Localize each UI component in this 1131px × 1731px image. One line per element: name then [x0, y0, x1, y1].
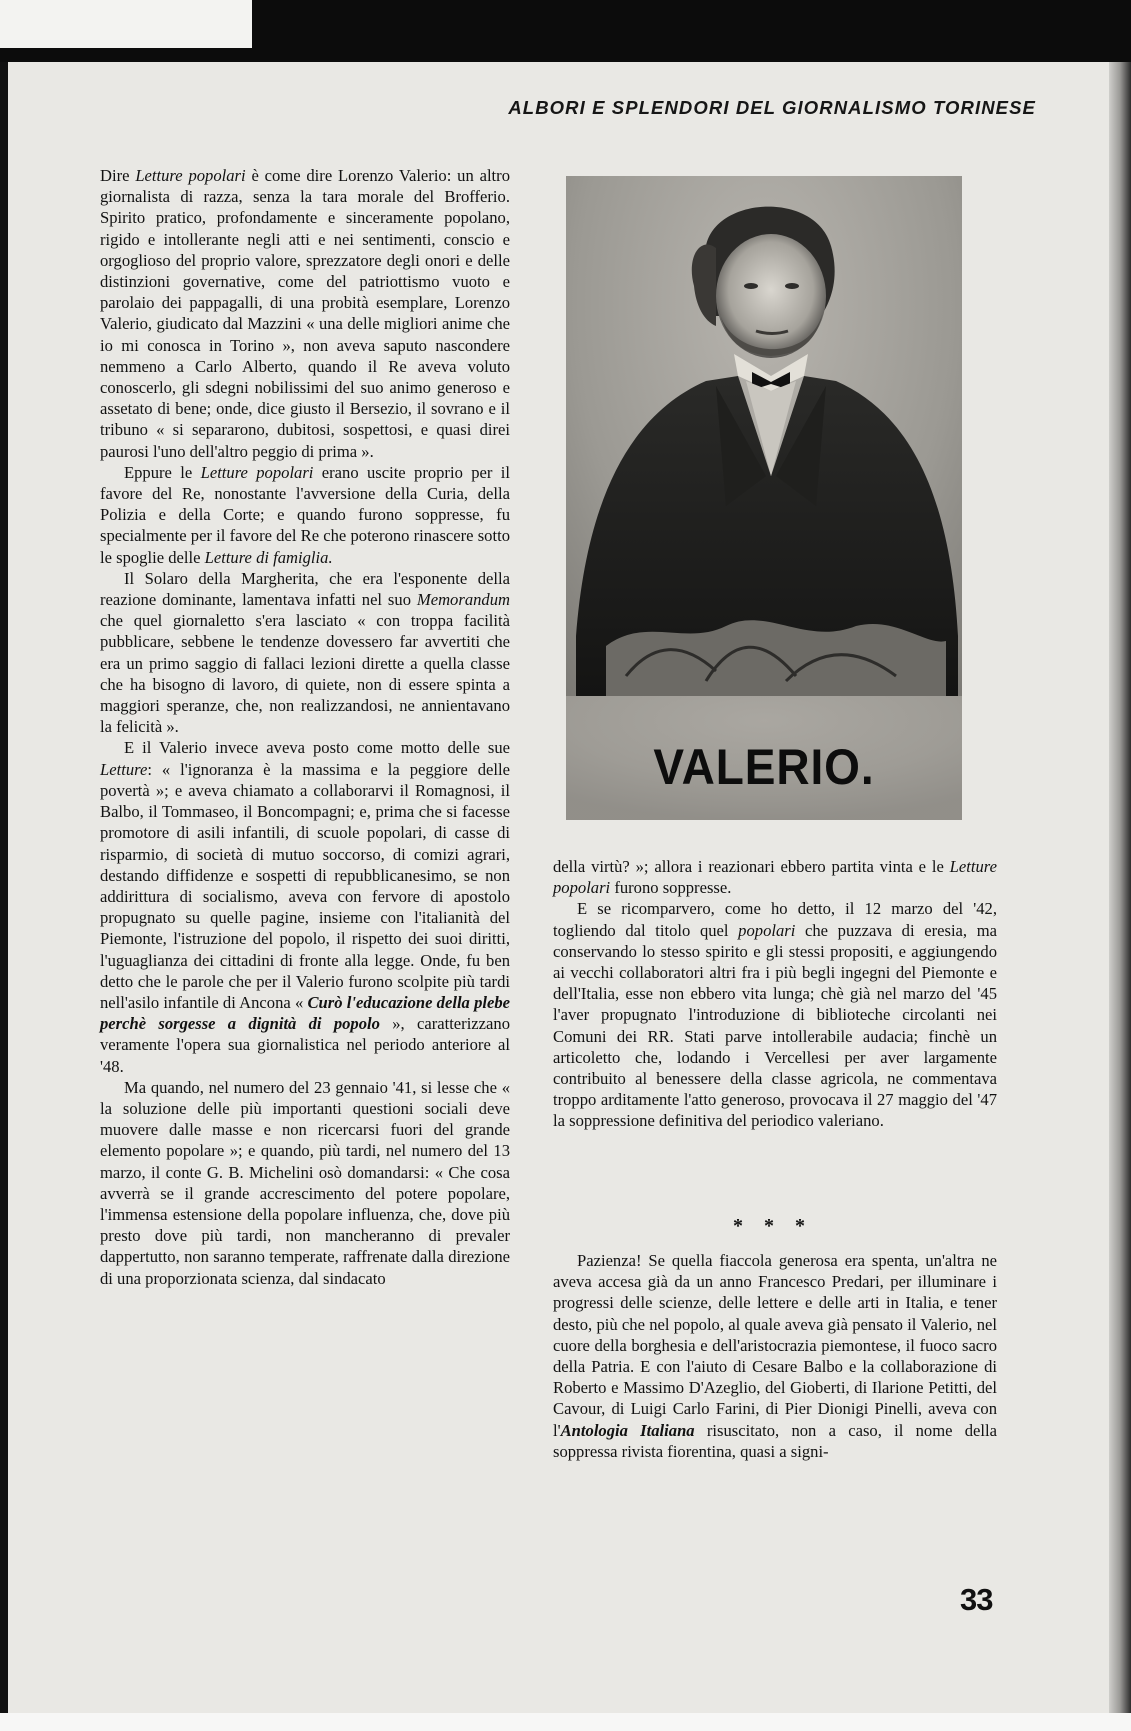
text-run: E se ricomparvero, come ho detto, il 12 marzo del '42, togliendo dal titolo quel	[553, 899, 997, 940]
italic-title: Letture popolari	[553, 857, 997, 898]
paragraph	[553, 856, 997, 898]
italic-title: Letture popolari	[200, 462, 314, 482]
italic-title: popolari	[738, 920, 796, 940]
italic-title: Letture popolari	[135, 166, 246, 185]
scan-right-border	[1109, 62, 1131, 1731]
italic-title: Memorandum	[416, 590, 510, 610]
right-column-section-2	[553, 1250, 997, 1462]
italic-title: Letture di famiglia.	[204, 547, 333, 567]
text-run: Ma quando, nel numero del 23 gennaio '41, si lesse che « la soluzione delle più importanti questioni sociali deve muovere dalle masse e non ricercarsi fuori del grande elemento popolare »; e quando, più tardi, nel numero del 13 marzo, il conte G. B. Michelini osò domandarsi: « Che cosa avverrà se il grande accrescimento del potere popolare, l'immensa estensione della popolare influenza, che, dove più presto dove più tardi, non mancheranno di prevaler dappertutto, non saranno temperate, raffrenate dalla direzione di una proporzionata scienza, dal sindacato	[100, 1077, 510, 1288]
paragraph	[553, 1250, 997, 1462]
text-run: che quel giornaletto s'era lasciato « con troppa facilità pubblicare, sebbene le tendenze dovessero far avvertiti che era un primo saggio di fallaci lezioni dirette a quella classe che ha bisogno di lavoro, di quiete, non di essere spinta a maggiori speranze, che, non realizzandosi, ne annientavano la felicità ».	[100, 611, 510, 737]
paragraph	[100, 1077, 510, 1289]
right-column	[553, 856, 997, 1132]
scan-bottom-margin	[0, 1713, 1131, 1731]
text-run: : « l'ignoranza è la massima e la peggiore delle povertà »; e aveva chiamato a collaborarvi il Romagnosi, il Balbo, il Tommaseo, il Boncompagni; e, prima che si facesse promotore di asili infantili, di scuole popolari, di casse di risparmio, di società di mutuo soccorso, di comizi agrari, destando diffidenze e sospetti di repubblicanesimo, se non addirittura di socialismo, aveva con fervore di apostolo propugnato su quelle pagine, insieme con l'italianità del Piemonte, l'istruzione del popolo, il rispetto dei suoi diritti, l'uguaglianza dei cittadini di fronte alla legge. Onde, fu ben detto che le parole che per il Valerio furono scolpite più tardi nell'asilo infantile di Ancona «	[100, 759, 510, 1012]
text-run: erano uscite proprio per il favore del Re, nonostante l'avversione della Curia, della Polizia e della Corte; e quando furono soppresse, fu specialmente per il favore del Re che poterono rinascere sotto le spoglie delle	[100, 462, 510, 567]
scan-top-gap	[0, 0, 252, 48]
paragraph	[100, 462, 510, 568]
text-run: Il Solaro della Margherita, che era l'esponente della reazione dominante, lamentava infatti nel suo	[100, 568, 510, 610]
paragraph	[100, 165, 510, 462]
paragraph	[100, 737, 510, 1076]
text-run: risuscitato, non a caso, il nome della soppressa rivista fiorentina, quasi a signi-	[553, 1420, 997, 1461]
text-run: della virtù? »; allora i reazionari ebbero partita vinta e le	[553, 857, 950, 876]
text-run: E il Valerio invece aveva posto come motto delle sue	[124, 738, 510, 758]
running-title: ALBORI E SPLENDORI DEL GIORNALISMO TORINESE	[508, 97, 1036, 118]
paragraph	[553, 898, 997, 1131]
page-number: 33	[960, 1582, 993, 1617]
italic-title: Antologia Italiana	[560, 1420, 695, 1440]
text-run: furono soppresse.	[610, 878, 732, 898]
scan-left-border	[0, 62, 8, 1731]
text-run: che puzzava di eresia, ma conservando lo stesso spirito e gli stessi propositi, e aggiungendo ai vecchi collaboratori altri fra i più begli ingegni del Piemonte e dell'Italia, esse non ebbero vita lunga; chè già nel marzo del '45 l'aver propugnato l'introduzione di biblioteche circolanti nei Comuni dei RR. Stati parve intollerabile audacia; finchè un articoletto che, lodando i Vercellesi per aver largamente contribuito al benessere della classe agricola, ne commentava troppo arditamente l'atto generoso, provocava il 27 maggio del '47 la soppressione definitiva del periodico valeriano.	[553, 920, 997, 1131]
italic-title: Letture	[100, 759, 148, 779]
portrait-caption: VALERIO.	[653, 739, 875, 795]
portrait-engraving	[566, 176, 962, 820]
text-run: Eppure le	[124, 462, 201, 482]
text-run: Dire	[100, 166, 136, 185]
text-run: », caratterizzano veramente l'opera sua giornalistica nel periodo anteriore al '48.	[100, 1014, 510, 1076]
paragraph	[100, 568, 510, 738]
section-separator: * * *	[733, 1215, 813, 1237]
text-run: Pazienza! Se quella fiaccola generosa era spenta, un'altra ne aveva accesa già da un anno Francesco Predari, per illuminare i progressi delle scienze, delle lettere e delle arti in Italia, e tener desto, più che nel popolo, al quale aveva già pensato il Valerio, nel cuore della borghesia e dell'aristocrazia piemontese, il fuoco sacro della Patria. E con l'aiuto di Cesare Balbo e la collaborazione di Roberto e Massimo D'Azeglio, del Gioberti, di Ilarione Petitti, del Cavour, di Luigi Carlo Farini, di Pier Dionigi Pinelli, aveva con l'	[553, 1251, 997, 1440]
portrait-illustration	[566, 176, 962, 820]
left-column	[100, 165, 510, 1289]
italic-quote: Curò l'educazione della plebe perchè sorgesse a dignità di popolo	[100, 992, 511, 1034]
text-run: è come dire Lorenzo Valerio: un altro giornalista di razza, senza la tara morale del Brofferio. Spirito pratico, profondamente e sinceramente popolano, rigido e intollerante negli atti e nei sentimenti, conscio e orgoglioso del proprio valore, sprezzatore degli onori e delle distinzioni governative, come del patriottismo vuoto e parolaio dei pappagalli, di una probità esemplare, Lorenzo Valerio, giudicato dal Mazzini « una delle migliori anime che io mi conosca in Torino », non aveva saputo nascondere nemmeno a Carlo Alberto, quando il Re aveva voluto conoscerlo, gli sdegni nobilissimi del suo animo generoso e assetato di bene; onde, dice giusto il Bersezio, il sovrano e il tribuno « si separarono, dubitosi, sospettosi, e quasi direi paurosi l'uno dell'altro peggio di prima ».	[100, 166, 510, 461]
